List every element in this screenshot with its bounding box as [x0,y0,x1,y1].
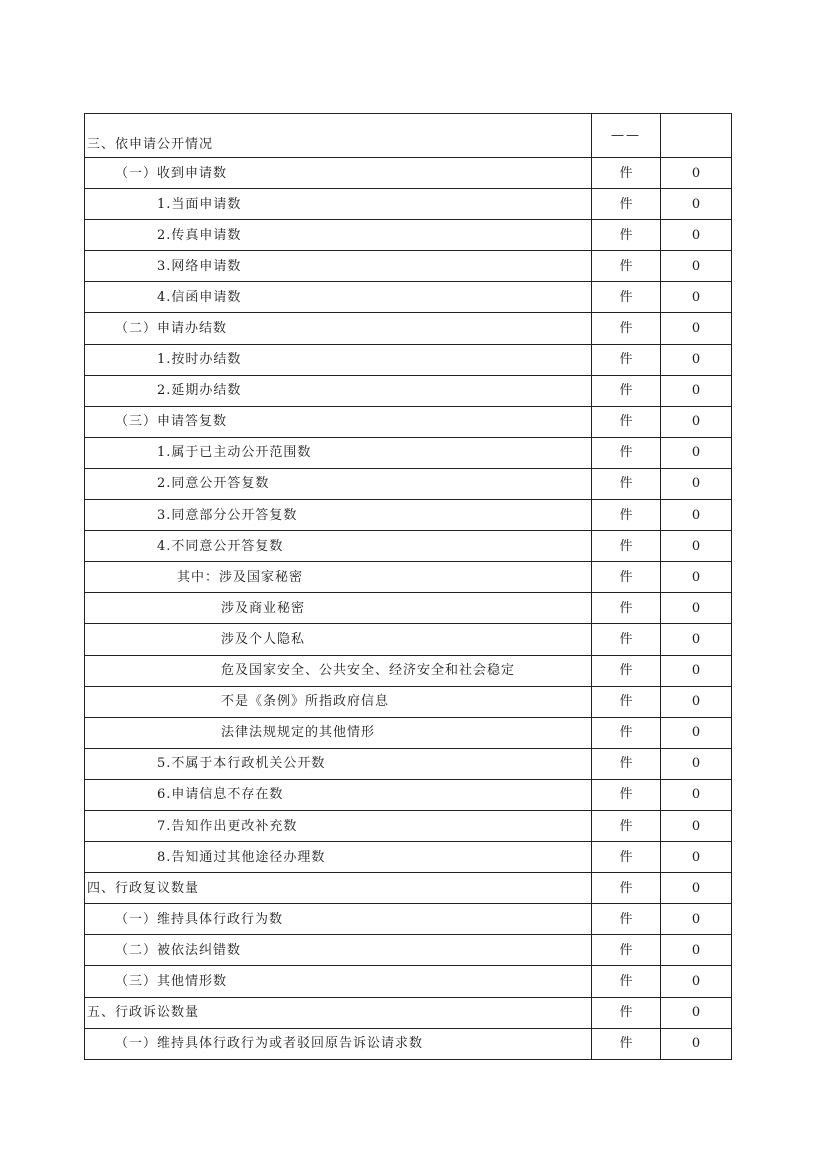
unit-cell: 件 [592,531,661,562]
row-label: 1.当面申请数 [85,189,592,220]
value-cell: 0 [661,655,732,686]
value-cell: 0 [661,1028,732,1059]
value-cell: 0 [661,593,732,624]
unit-cell: 件 [592,717,661,748]
row-label: （二）申请办结数 [85,313,592,344]
value-cell: 0 [661,189,732,220]
row-label: （三）申请答复数 [85,406,592,437]
row-label: （三）其他情形数 [85,966,592,997]
row-label: （一）维持具体行政行为数 [85,904,592,935]
unit-cell: 件 [592,935,661,966]
unit-cell: 件 [592,810,661,841]
row-label: 危及国家安全、公共安全、经济安全和社会稳定 [85,655,592,686]
unit-cell: 件 [592,904,661,935]
table-row [85,935,732,966]
value-cell: 0 [661,686,732,717]
row-label: 2.传真申请数 [85,220,592,251]
value-cell: 0 [661,468,732,499]
table-row [85,779,732,810]
table-row [85,624,732,655]
unit-cell: 件 [592,842,661,873]
value-cell: 0 [661,500,732,531]
unit-cell: 件 [592,313,661,344]
value-cell: 0 [661,624,732,655]
unit-cell: 件 [592,748,661,779]
unit-cell: 件 [592,189,661,220]
section-heading: 四、行政复议数量 [85,873,592,904]
unit-cell: —— [592,114,661,158]
table-row [85,406,732,437]
table-row [85,437,732,468]
table-row [85,344,732,375]
table-row [85,282,732,313]
value-cell: 0 [661,562,732,593]
table-row [85,375,732,406]
value-cell: 0 [661,748,732,779]
table-row [85,810,732,841]
row-label: 8.告知通过其他途径办理数 [85,842,592,873]
unit-cell: 件 [592,686,661,717]
unit-cell: 件 [592,997,661,1028]
value-cell: 0 [661,873,732,904]
row-label: （一）维持具体行政行为或者驳回原告诉讼请求数 [85,1028,592,1059]
value-cell: 0 [661,779,732,810]
unit-cell: 件 [592,251,661,282]
row-label: 2.同意公开答复数 [85,468,592,499]
value-cell: 0 [661,251,732,282]
table-row [85,904,732,935]
row-label: 3.网络申请数 [85,251,592,282]
unit-cell: 件 [592,282,661,313]
value-cell: 0 [661,313,732,344]
row-label: 1.按时办结数 [85,344,592,375]
table-row [85,873,732,904]
table-row [85,158,732,189]
unit-cell: 件 [592,624,661,655]
section-heading: 五、行政诉讼数量 [85,997,592,1028]
section-heading: 三、依申请公开情况 [85,114,592,158]
table-row [85,189,732,220]
table-row [85,966,732,997]
row-label: 4.信函申请数 [85,282,592,313]
row-label: 2.延期办结数 [85,375,592,406]
statistics-table [84,113,732,1060]
value-cell: 0 [661,966,732,997]
row-label: 其中：涉及国家秘密 [85,562,592,593]
value-cell: 0 [661,531,732,562]
table-row [85,220,732,251]
table-row [85,468,732,499]
unit-cell: 件 [592,500,661,531]
value-cell: 0 [661,904,732,935]
unit-cell: 件 [592,655,661,686]
table-row [85,717,732,748]
table-row [85,562,732,593]
unit-cell: 件 [592,158,661,189]
table-row [85,313,732,344]
table-row [85,531,732,562]
unit-cell: 件 [592,344,661,375]
table-row [85,655,732,686]
table-row [85,114,732,158]
unit-cell: 件 [592,873,661,904]
unit-cell: 件 [592,220,661,251]
value-cell: 0 [661,935,732,966]
value-cell: 0 [661,810,732,841]
unit-cell: 件 [592,406,661,437]
value-cell [661,114,732,158]
row-label: 6.申请信息不存在数 [85,779,592,810]
value-cell: 0 [661,220,732,251]
table-row [85,500,732,531]
row-label: 涉及个人隐私 [85,624,592,655]
table-row [85,593,732,624]
value-cell: 0 [661,997,732,1028]
row-label: 7.告知作出更改补充数 [85,810,592,841]
unit-cell: 件 [592,779,661,810]
row-label: 3.同意部分公开答复数 [85,500,592,531]
value-cell: 0 [661,842,732,873]
unit-cell: 件 [592,375,661,406]
table-row [85,686,732,717]
row-label: 1.属于已主动公开范围数 [85,437,592,468]
value-cell: 0 [661,282,732,313]
value-cell: 0 [661,158,732,189]
table-row [85,842,732,873]
row-label: （二）被依法纠错数 [85,935,592,966]
row-label: 4.不同意公开答复数 [85,531,592,562]
unit-cell: 件 [592,437,661,468]
unit-cell: 件 [592,593,661,624]
value-cell: 0 [661,717,732,748]
row-label: （一）收到申请数 [85,158,592,189]
row-label: 法律法规规定的其他情形 [85,717,592,748]
value-cell: 0 [661,406,732,437]
unit-cell: 件 [592,468,661,499]
value-cell: 0 [661,437,732,468]
row-label: 5.不属于本行政机关公开数 [85,748,592,779]
unit-cell: 件 [592,966,661,997]
table-row [85,748,732,779]
table-row [85,997,732,1028]
value-cell: 0 [661,375,732,406]
table-row [85,251,732,282]
value-cell: 0 [661,344,732,375]
row-label: 不是《条例》所指政府信息 [85,686,592,717]
unit-cell: 件 [592,1028,661,1059]
unit-cell: 件 [592,562,661,593]
row-label: 涉及商业秘密 [85,593,592,624]
table-row [85,1028,732,1059]
